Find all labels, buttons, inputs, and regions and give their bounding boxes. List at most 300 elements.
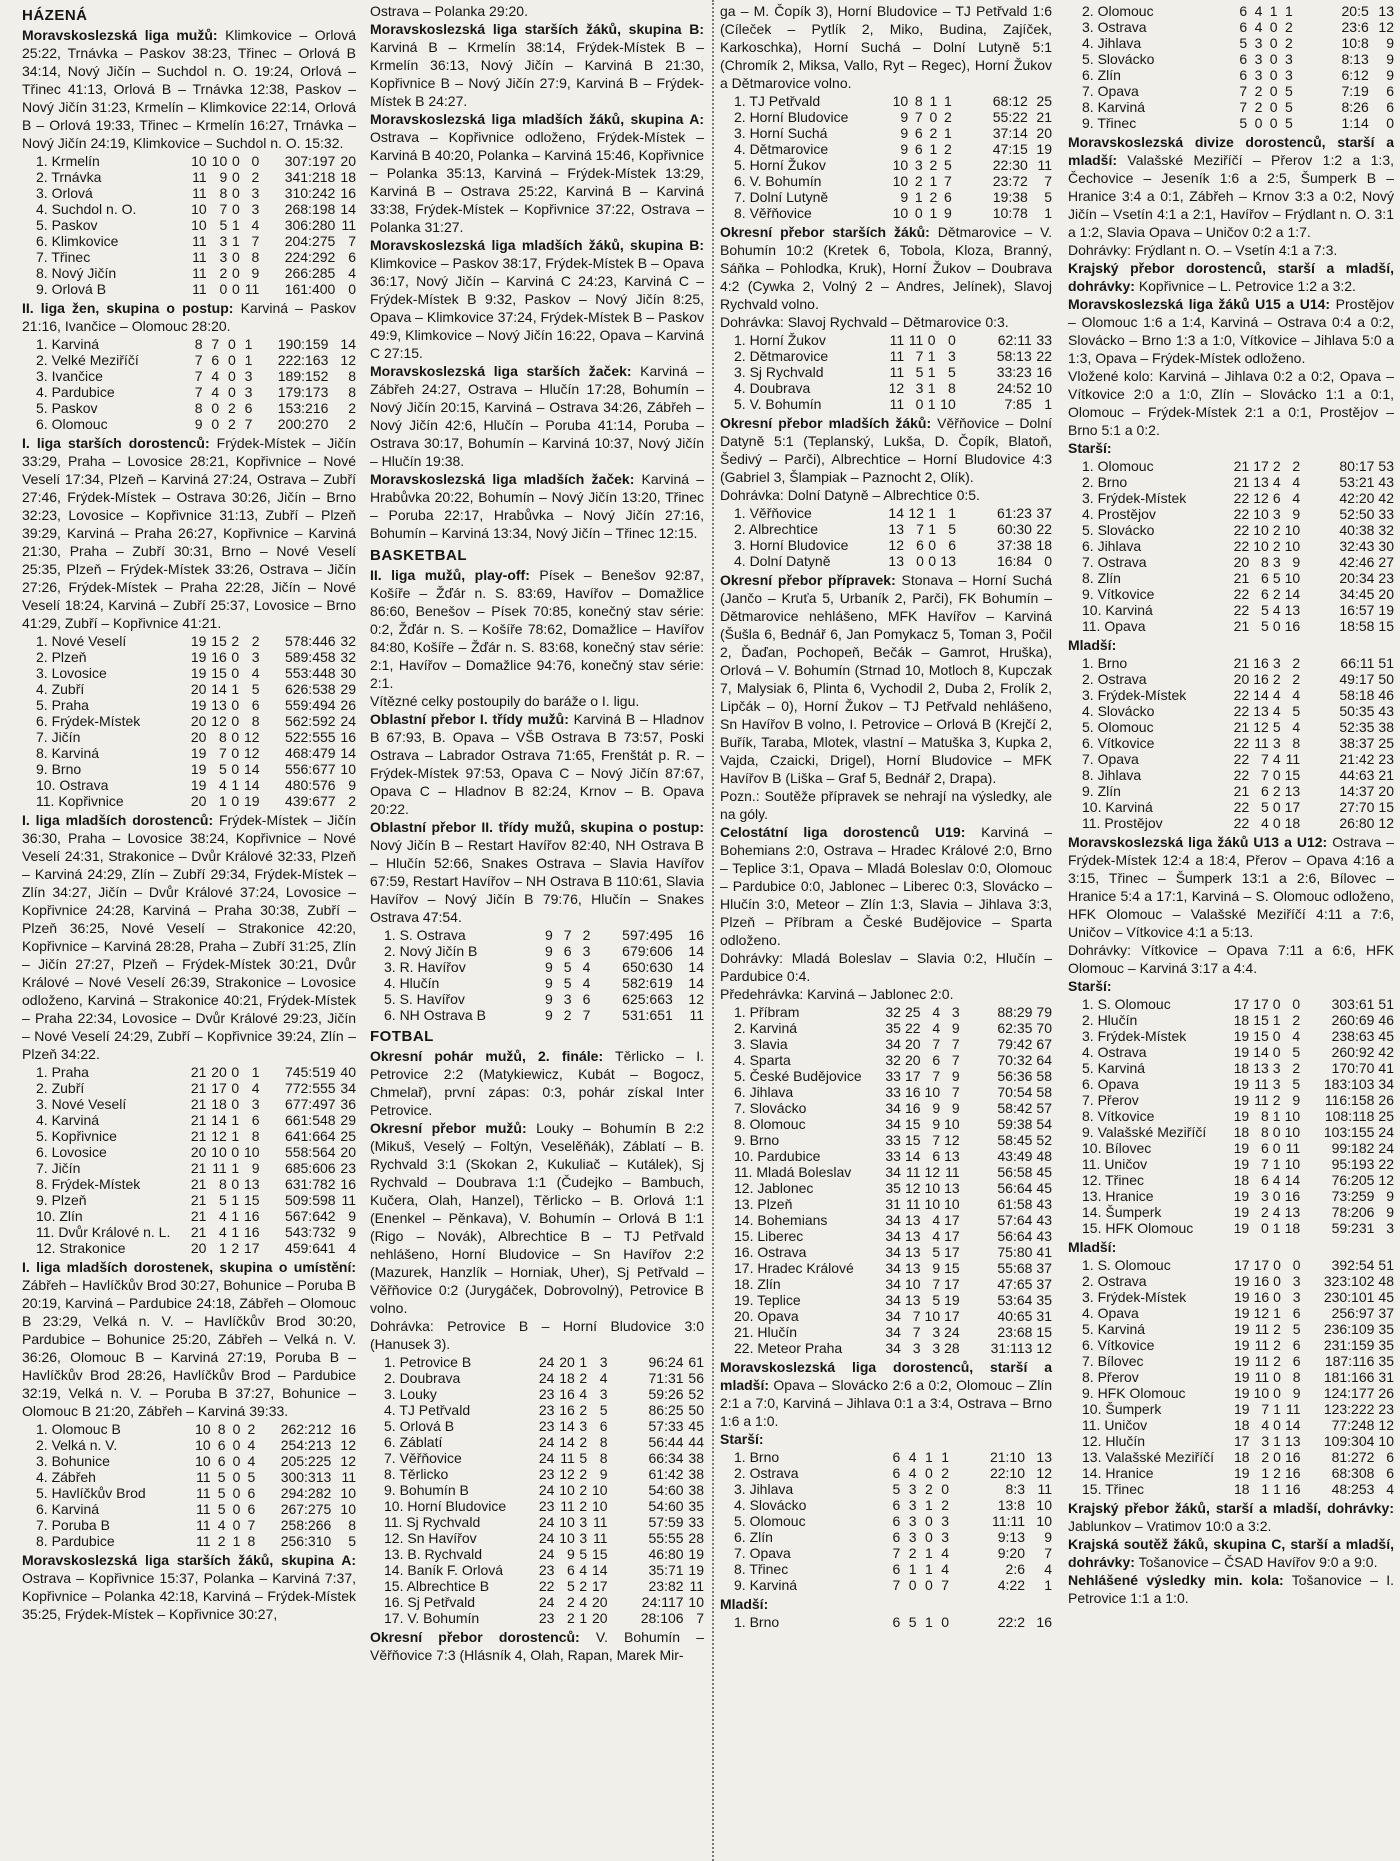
games: 21 <box>190 1224 207 1240</box>
points: 35 <box>688 1498 704 1514</box>
team-name: 7. Ostrava <box>1082 554 1147 570</box>
points: 9 <box>348 777 356 793</box>
standings-row <box>1068 1220 1394 1236</box>
team-name: 4. Slovácko <box>1082 703 1155 719</box>
standings-row <box>720 1449 1052 1465</box>
draws: 7 <box>932 1276 941 1292</box>
points: 9 <box>348 1208 356 1224</box>
wins: 1 <box>219 1240 227 1256</box>
team-name: 4. Prostějov <box>1082 506 1156 522</box>
team-name: 9. Plzeň <box>36 1192 87 1208</box>
losses: 2 <box>251 633 260 649</box>
score: 71:31 <box>648 1370 684 1386</box>
losses: 10 <box>243 1144 260 1160</box>
games: 21 <box>190 1128 207 1144</box>
score: 8:13 <box>1341 51 1369 67</box>
team-name: 15. Třinec <box>1082 1481 1144 1497</box>
games: 21 <box>1233 458 1250 474</box>
score: 56:36 <box>997 1068 1033 1084</box>
draws: 0 <box>231 713 240 729</box>
games: 20 <box>1233 671 1250 687</box>
points: 23 <box>340 1160 356 1176</box>
score: 23:68 <box>997 1324 1033 1340</box>
score: 578:446 <box>284 633 336 649</box>
standings-row <box>370 927 704 943</box>
results-paragraph <box>22 1551 356 1623</box>
wins: 0 <box>1254 115 1263 131</box>
team-name: 4. Sparta <box>734 1052 791 1068</box>
draws: 0 <box>227 352 236 368</box>
wins: 7 <box>211 336 220 352</box>
standings-row <box>1068 554 1394 570</box>
score: 260:69 <box>1331 1012 1375 1028</box>
losses: 4 <box>1292 687 1301 703</box>
draws: 0 <box>1272 1124 1281 1140</box>
points: 25 <box>1036 93 1052 109</box>
losses: 15 <box>243 1192 260 1208</box>
team-name: 9. Třinec <box>1082 115 1137 131</box>
score: 204:275 <box>284 233 336 249</box>
standings-row <box>720 1148 1052 1164</box>
losses: 18 <box>1284 815 1301 831</box>
points: 29 <box>340 681 356 697</box>
games: 10 <box>892 173 909 189</box>
standings-row <box>1068 522 1394 538</box>
games: 21 <box>1233 474 1250 490</box>
score: 543:732 <box>284 1224 336 1240</box>
team-name: 3. Frýdek-Místek <box>1082 1028 1187 1044</box>
games: 12 <box>888 537 904 553</box>
wins: 0 <box>219 281 228 297</box>
score: 33:23 <box>996 364 1032 380</box>
wins: 2 <box>908 1545 917 1561</box>
standings-row <box>1068 1273 1394 1289</box>
wins: 13 <box>904 1244 921 1260</box>
score: 56:58 <box>997 1164 1033 1180</box>
draws: 0 <box>1269 67 1278 83</box>
competition-name: Celostátní liga dorostenců U19: <box>720 824 966 840</box>
wins: 8 <box>1261 1108 1269 1124</box>
losses: 5 <box>1292 1044 1301 1060</box>
team-name: 3. Frýdek-Místek <box>1082 687 1187 703</box>
team-name: 6. Olomouc <box>36 416 108 432</box>
score: 108:118 <box>1324 1108 1375 1124</box>
team-name: 17. Hradec Králové <box>734 1260 854 1276</box>
draws: 0 <box>1273 1289 1281 1305</box>
standings-row <box>1068 671 1394 687</box>
wins: 3 <box>908 1497 917 1513</box>
team-name: 7. Opava <box>734 1545 791 1561</box>
team-name: 5. Orlová B <box>384 1418 455 1434</box>
games: 19 <box>190 761 207 777</box>
wins: 1 <box>908 1561 917 1577</box>
draws: 1 <box>924 1497 933 1513</box>
standings-table <box>370 927 704 1023</box>
team-name: 11. Mladá Boleslav <box>734 1164 852 1180</box>
draws: 0 <box>1272 767 1281 783</box>
team-name: 5. V. Bohumín <box>734 396 822 412</box>
standings-row <box>720 1545 1052 1561</box>
standings-row <box>22 217 356 233</box>
games: 6 <box>1239 67 1248 83</box>
games: 9 <box>194 416 203 432</box>
losses: 12 <box>243 729 260 745</box>
wins: 6 <box>1261 570 1269 586</box>
competition-name: Oblastní přebor I. třídy mužů: <box>370 711 569 727</box>
team-name: 1. Věřňovice <box>734 505 812 521</box>
results-paragraph <box>22 1258 356 1420</box>
draws: 0 <box>227 368 236 384</box>
standings-row <box>720 1116 1052 1132</box>
draws: 0 <box>231 185 240 201</box>
games: 9 <box>900 109 909 125</box>
score: 230:101 <box>1323 1289 1375 1305</box>
team-name: 22. Meteor Praha <box>734 1340 843 1356</box>
standings-row <box>720 380 1052 396</box>
draws: 2 <box>227 416 236 432</box>
losses: 3 <box>1284 51 1293 67</box>
score: 34:45 <box>1339 586 1375 602</box>
games: 6 <box>892 1614 901 1630</box>
standings-row <box>370 1386 704 1402</box>
wins: 13 <box>1253 703 1269 719</box>
standings-row <box>720 141 1052 157</box>
team-name: 7. Třinec <box>36 249 91 265</box>
draws: 2 <box>579 1466 588 1482</box>
standings-row <box>1068 1092 1394 1108</box>
points: 1 <box>1044 205 1052 221</box>
losses: 4 <box>599 1370 608 1386</box>
results-paragraph <box>720 414 1052 486</box>
wins: 11 <box>1254 1353 1270 1369</box>
wins: 3 <box>1254 51 1263 67</box>
wins: 8 <box>219 1176 227 1192</box>
losses: 5 <box>247 1469 256 1485</box>
wins: 3 <box>1254 67 1263 83</box>
wins: 15 <box>211 633 227 649</box>
games: 22 <box>1233 586 1250 602</box>
wins: 2 <box>1254 83 1263 99</box>
team-name: 5. Karviná <box>1082 1060 1146 1076</box>
points: 19 <box>688 1546 704 1562</box>
draws: 0 <box>231 761 240 777</box>
wins: 2 <box>567 1610 575 1626</box>
losses: 9 <box>951 1100 960 1116</box>
losses: 9 <box>951 1068 960 1084</box>
score: 40:38 <box>1339 522 1375 538</box>
losses: 2 <box>944 109 952 125</box>
losses: 16 <box>1284 1465 1301 1481</box>
team-name: 12. Sn Havířov <box>384 1530 477 1546</box>
games: 21 <box>190 1080 207 1096</box>
wins: 13 <box>1253 1060 1269 1076</box>
losses: 2 <box>1292 1060 1301 1076</box>
points: 15 <box>1378 799 1394 815</box>
points: 13 <box>1036 1449 1052 1465</box>
score: 37:14 <box>992 125 1028 141</box>
wins: 13 <box>904 1228 921 1244</box>
draws: 0 <box>231 793 240 809</box>
score: 61:58 <box>997 1196 1033 1212</box>
games: 19 <box>1234 1465 1250 1481</box>
standings-row <box>720 332 1052 348</box>
standings-row <box>1068 474 1394 490</box>
team-name: 10. Karviná <box>1082 799 1153 815</box>
team-name: 15. Albrechtice B <box>384 1578 490 1594</box>
standings-row <box>1068 1465 1394 1481</box>
competition-name: Krajský přebor žáků, starší a mladší, dohrávky: <box>1068 1500 1394 1516</box>
wins: 10 <box>1253 522 1269 538</box>
team-name: 2. Velká n. V. <box>36 1437 118 1453</box>
standings-row <box>720 1100 1052 1116</box>
score: 189:152 <box>277 368 329 384</box>
results-paragraph <box>1068 295 1394 367</box>
wins: 11 <box>1254 1321 1270 1337</box>
points: 11 <box>689 1578 704 1594</box>
draws: 0 <box>231 649 240 665</box>
draws: 1 <box>927 380 936 396</box>
wins: 16 <box>1253 671 1269 687</box>
draws: 1 <box>929 141 938 157</box>
games: 21 <box>1233 618 1250 634</box>
draws: 7 <box>582 1007 591 1023</box>
wins: 13 <box>904 1292 921 1308</box>
team-name: 5. České Budějovice <box>734 1068 862 1084</box>
draws: 3 <box>1272 655 1281 671</box>
standings-row <box>1068 1401 1394 1417</box>
points: 20 <box>1036 125 1052 141</box>
games: 23 <box>538 1418 555 1434</box>
draws: 2 <box>582 927 591 943</box>
results-paragraph <box>22 811 356 1063</box>
points: 45 <box>1036 1164 1052 1180</box>
wins: 14 <box>1253 687 1269 703</box>
standings-row <box>370 1450 704 1466</box>
standings-row <box>720 1497 1052 1513</box>
points: 12 <box>1378 815 1394 831</box>
games: 34 <box>885 1260 901 1276</box>
draws: 1 <box>1273 1401 1281 1417</box>
team-name: 8. Pardubice <box>36 1533 115 1549</box>
results-text: Karviná B – Hladnov B 67:93, B. Opava – VŠB Ostrava B 73:57, Poski Ostrava – Labrador Ostrava 71:65, Frenštát p. R. – Frýdek-Místek 97:53, Opava C – Nový Jičín 87:67, Opava C – Hladnov B 82:24, Krnov – B. Opava 20:22. <box>370 711 704 817</box>
games: 22 <box>538 1578 555 1594</box>
standings-row <box>720 173 1052 189</box>
wins: 17 <box>904 1068 921 1084</box>
team-name: 5. Paskov <box>36 400 98 416</box>
points: 42 <box>1378 490 1394 506</box>
team-name: 9. Bohumín B <box>384 1482 469 1498</box>
draws: 0 <box>231 169 240 185</box>
points: 46 <box>1378 687 1394 703</box>
wins: 17 <box>211 1080 227 1096</box>
losses: 7 <box>244 416 253 432</box>
score: 21:10 <box>989 1449 1025 1465</box>
draws: 0 <box>231 1096 240 1112</box>
losses: 2 <box>1292 655 1301 671</box>
losses: 4 <box>247 1453 256 1469</box>
losses: 0 <box>947 332 956 348</box>
score: 54:60 <box>648 1498 684 1514</box>
competition-name: Okresní přebor dorostenců: <box>370 1629 580 1645</box>
games: 10 <box>191 217 207 233</box>
points: 14 <box>340 745 356 761</box>
draws: 0 <box>924 1513 933 1529</box>
draws: 4 <box>932 1020 941 1036</box>
games: 8 <box>194 400 203 416</box>
results-paragraph <box>720 571 1052 787</box>
standings-row <box>22 233 356 249</box>
score: 170:70 <box>1331 1060 1375 1076</box>
team-name: 3. Frýdek-Místek <box>1082 1289 1187 1305</box>
points: 57 <box>1036 1100 1052 1116</box>
team-name: 2. Zubří <box>36 1080 85 1096</box>
points: 11 <box>689 1007 704 1023</box>
results-paragraph <box>370 710 704 818</box>
games: 34 <box>885 1116 901 1132</box>
standings-table <box>1068 458 1394 634</box>
score: 16:84 <box>996 553 1032 569</box>
wins: 7 <box>1261 1156 1269 1172</box>
team-name: 6. Lovosice <box>36 1144 107 1160</box>
team-name: 11. Kopřivnice <box>36 793 124 809</box>
score: 256:97 <box>1331 1305 1375 1321</box>
team-name: 3. Ostrava <box>1082 19 1147 35</box>
wins: 16 <box>1253 1289 1270 1305</box>
results-paragraph <box>1068 241 1394 259</box>
standings-row <box>22 1112 356 1128</box>
draws: 0 <box>231 249 240 265</box>
games: 6 <box>1239 51 1248 67</box>
games: 11 <box>889 332 905 348</box>
score: 439:677 <box>284 793 336 809</box>
results-text: Frýdek-Místek – Jičín 36:30, Praha – Lovosice 38:24, Kopřivnice – Nové Veselí 24:31, Strakonice – Dvůr Králové 32:33, Plzeň – Karviná 24:29, Zlín – Zubří 29:34, Frýdek-Místek – Zlín 34:27, Jičín – Dvůr Králové 37:24, Lovosice – Kopřivnice 24:28, Karviná – Praha 30:38, Zubří – Plzeň 36:25, Nové Veselí – Strakonice 42:20, Kopřivnice – Karviná 28:28, Praha – Zubří 31:25, Zlín – Jičín 27:27, Plzeň – Frýdek-Místek 30:21, Dvůr Králové – Nové Veselí 26:39, Strakonice – Lovosice odloženo, Karviná – Strakonice 40:21, Frýdek-Místek – Praha 22:34, Lovosice – Dvůr Králové 29:23, Jičín – Nové Veselí 24:29, Zubří – Kopřivnice 39:24, Zlín – Plzeň 34:22. <box>22 812 357 1062</box>
games: 11 <box>196 1517 211 1533</box>
losses: 4 <box>941 1545 949 1561</box>
standings-row <box>22 1517 356 1533</box>
draws: 3 <box>1272 554 1281 570</box>
team-name: 10. Ostrava <box>36 777 109 793</box>
points: 12 <box>340 352 356 368</box>
team-name: 10. Bílovec <box>1082 1140 1152 1156</box>
draws: 0 <box>1272 815 1281 831</box>
team-name: 3. Lovosice <box>36 665 107 681</box>
losses: 5 <box>1292 1076 1301 1092</box>
wins: 7 <box>915 348 924 364</box>
team-name: 10. Pardubice <box>734 1148 821 1164</box>
losses: 6 <box>247 1485 256 1501</box>
draws: 3 <box>1272 1076 1281 1092</box>
wins: 17 <box>1253 1257 1270 1273</box>
standings-row <box>720 1561 1052 1577</box>
score: 392:54 <box>1331 1257 1375 1273</box>
results-paragraph <box>1068 1535 1394 1571</box>
score: 262:212 <box>280 1421 332 1437</box>
standings-row <box>370 1514 704 1530</box>
score: 81:272 <box>1331 1449 1375 1465</box>
games: 10 <box>195 1453 211 1469</box>
games: 22 <box>1233 522 1250 538</box>
losses: 4 <box>251 665 260 681</box>
losses: 4 <box>251 217 260 233</box>
team-name: 5. Kopřivnice <box>36 1128 117 1144</box>
points: 38 <box>688 1450 704 1466</box>
losses: 0 <box>941 1614 949 1630</box>
team-name: 8. Olomouc <box>734 1116 806 1132</box>
team-name: 4. Jihlava <box>1082 35 1142 51</box>
losses: 7 <box>941 1577 949 1593</box>
games: 19 <box>1233 1092 1250 1108</box>
wins: 15 <box>904 1116 921 1132</box>
wins: 12 <box>211 713 227 729</box>
games: 19 <box>1233 1140 1250 1156</box>
score: 26:80 <box>1339 815 1375 831</box>
points: 35 <box>1036 1292 1052 1308</box>
results-paragraph <box>1068 133 1394 241</box>
points: 53 <box>1378 458 1394 474</box>
standings-row <box>1068 751 1394 767</box>
wins: 15 <box>904 1132 921 1148</box>
standings-row <box>370 1594 704 1610</box>
losses: 2 <box>1292 1012 1301 1028</box>
draws: 7 <box>932 1132 941 1148</box>
results-text: Vložené kolo: Karviná – Jihlava 0:2 a 0:2, Opava – Vítkovice 2:0 a 1:0, Zlín – Slovácko 1:1 a 0:1, Olomouc – Frýdek-Místek 2:1 a 0:1, Prostějov – Brno 5:1 a 0:2. <box>1068 368 1394 438</box>
points: 23 <box>1378 570 1394 586</box>
score: 59:231 <box>1331 1220 1375 1236</box>
team-name: 6. Karviná <box>36 1501 100 1517</box>
competition-name: Moravskoslezská liga mladších žáků, skupina B: <box>370 237 704 253</box>
score: 459:641 <box>284 1240 336 1256</box>
draws: 0 <box>231 729 240 745</box>
score: 4:22 <box>997 1577 1025 1593</box>
wins: 16 <box>904 1100 921 1116</box>
losses: 10 <box>944 1196 960 1212</box>
draws: 1 <box>924 1545 933 1561</box>
wins: 6 <box>563 943 572 959</box>
games: 19 <box>1233 1044 1250 1060</box>
standings-row <box>720 1292 1052 1308</box>
losses: 8 <box>947 380 956 396</box>
score: 79:42 <box>997 1036 1033 1052</box>
standings-row <box>1068 458 1394 474</box>
losses: 9 <box>951 1020 960 1036</box>
points: 24 <box>1378 1140 1394 1156</box>
standings-row <box>720 1180 1052 1196</box>
team-name: 5. Praha <box>36 697 89 713</box>
points: 4 <box>1044 1561 1052 1577</box>
team-name: 5. Karviná <box>1082 1321 1146 1337</box>
losses: 3 <box>244 384 253 400</box>
standings-row <box>720 93 1052 109</box>
losses: 13 <box>243 1176 260 1192</box>
score: 23:72 <box>992 173 1028 189</box>
points: 2 <box>348 793 356 809</box>
points: 38 <box>688 1482 704 1498</box>
score: 307:197 <box>284 153 336 169</box>
games: 18 <box>1233 1124 1250 1140</box>
team-name: 7. Poruba B <box>36 1517 110 1533</box>
score: 52:35 <box>1339 719 1375 735</box>
score: 58:18 <box>1339 687 1375 703</box>
standings-row <box>720 157 1052 173</box>
results-paragraph <box>720 985 1052 1003</box>
standings-row <box>1068 783 1394 799</box>
losses: 3 <box>251 201 260 217</box>
standings-row <box>22 249 356 265</box>
results-text: V. Bohumín – Věřňovice 7:3 (Hlásník 4, Olah, Rapan, Marek Mir- <box>370 1629 704 1663</box>
wins: 2 <box>563 1007 572 1023</box>
wins: 17 <box>1253 458 1269 474</box>
standings-table <box>1068 1257 1394 1497</box>
